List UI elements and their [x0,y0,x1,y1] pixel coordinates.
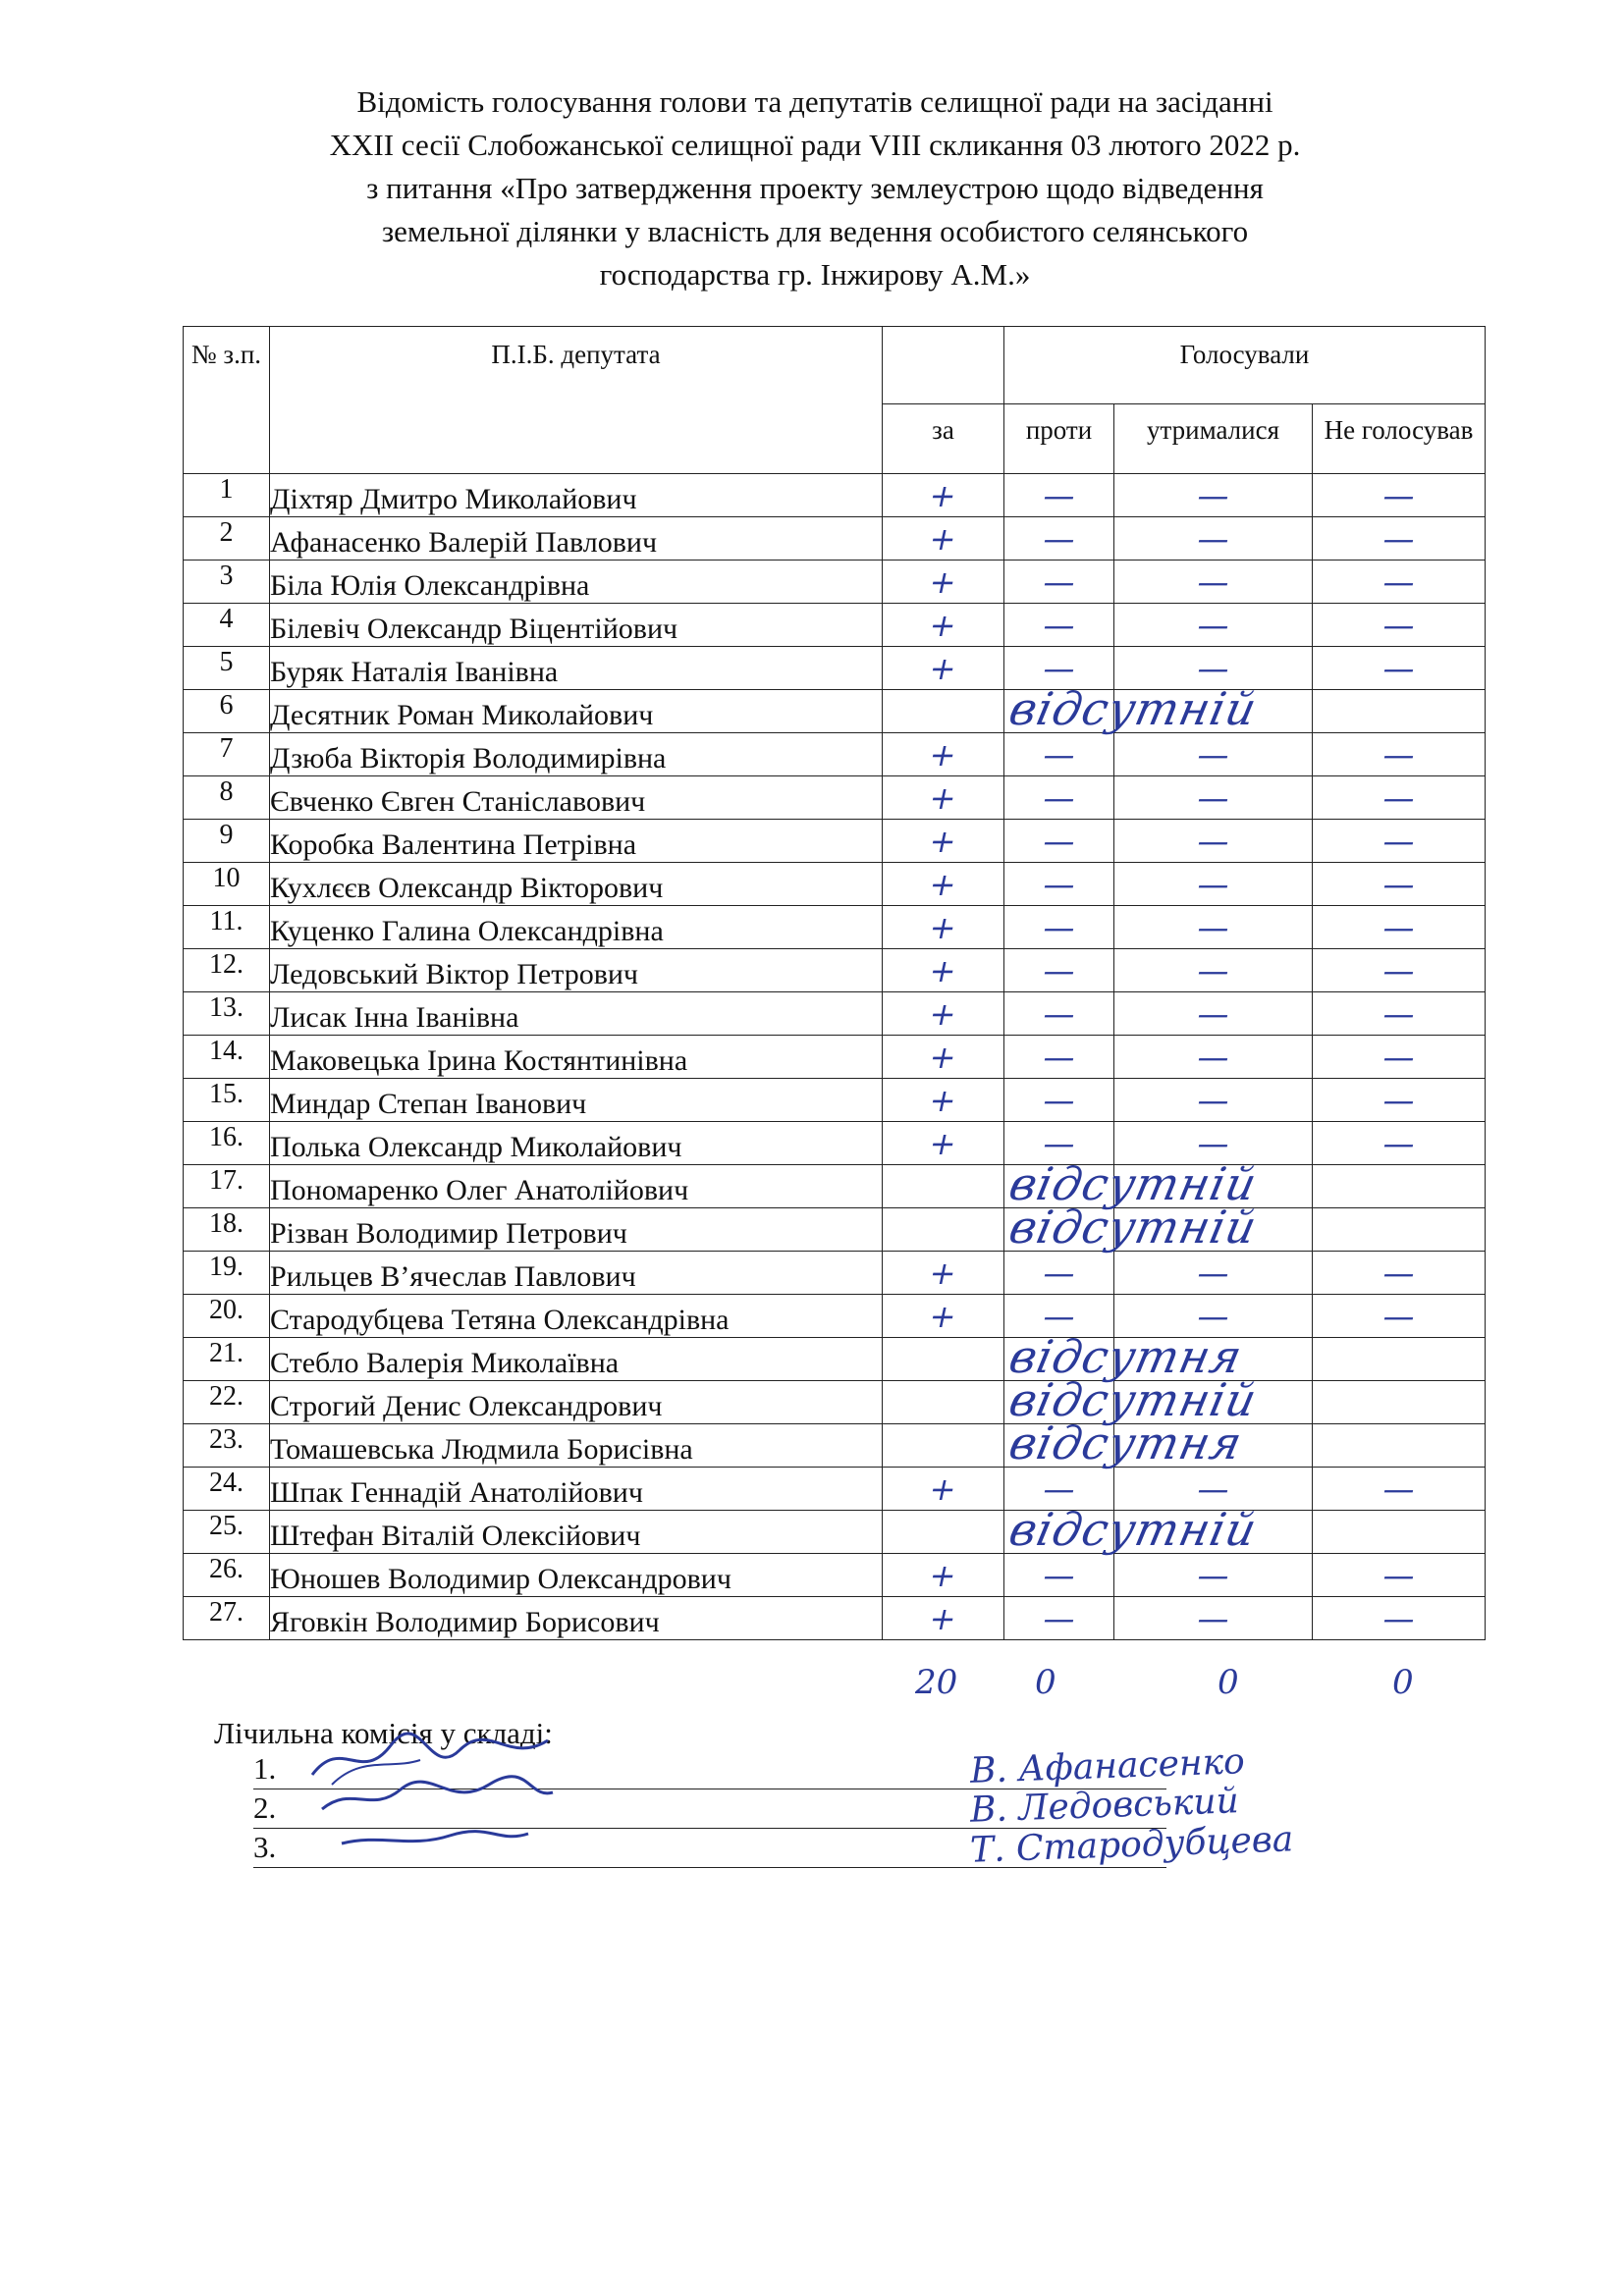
vote-utrym [1114,1511,1313,1554]
table-row [184,604,1486,647]
member-name: В. Афанасенко [969,1741,1246,1791]
vote-mark: — [1379,908,1419,946]
table-row [184,561,1486,604]
deputy-name: Білевіч Олександр Віцентійович [270,604,883,647]
vote-proty [1004,1036,1114,1079]
vote-za [883,474,1004,517]
vote-mark: — [1379,1599,1419,1637]
table-row [184,1424,1486,1468]
row-number: 8 [184,776,270,820]
absent-note: відсутній [1004,1373,1263,1426]
deputy-name: Пономаренко Олег Анатолійович [270,1165,883,1208]
vote-za [883,820,1004,863]
vote-za [883,1424,1004,1468]
total-ne: 0 [1392,1663,1414,1702]
vote-utrym [1114,1252,1313,1295]
table-row [184,1511,1486,1554]
vote-za [883,1122,1004,1165]
vote-mark: — [1379,1254,1419,1292]
deputy-name: Афанасенко Валерій Павлович [270,517,883,561]
vote-za [883,690,1004,733]
totals-row [0,1663,1624,1712]
row-number: 10 [184,863,270,906]
row-number: 25. [184,1511,270,1554]
deputy-name: Яговкін Володимир Борисович [270,1597,883,1640]
vote-mark: — [1379,1297,1419,1335]
vote-ne [1313,474,1486,517]
vote-ne [1313,1208,1486,1252]
table-row [184,1122,1486,1165]
member-number: 3. [253,1830,277,1864]
absent-note: відсутня [1004,1330,1248,1383]
vote-ne [1313,1597,1486,1640]
vote-mark: + [926,1124,960,1162]
vote-mark: — [1193,1599,1233,1637]
deputy-name: Лисак Інна Іванівна [270,992,883,1036]
vote-mark: — [1193,476,1233,514]
row-number: 23. [184,1424,270,1468]
vote-mark: — [1039,908,1079,946]
vote-mark: — [1193,908,1233,946]
total-utrym: 0 [1218,1663,1239,1702]
vote-mark: + [926,649,960,687]
vote-utrym [1114,820,1313,863]
row-number: 22. [184,1381,270,1424]
row-number: 21. [184,1338,270,1381]
vote-ne [1313,1295,1486,1338]
row-number: 7 [184,733,270,776]
header-name: П.І.Б. депутата [270,327,883,474]
row-number: 4 [184,604,270,647]
row-number: 26. [184,1554,270,1597]
deputy-name: Різван Володимир Петрович [270,1208,883,1252]
vote-za [883,863,1004,906]
vote-utrym [1114,863,1313,906]
vote-mark: + [926,822,960,860]
vote-mark: — [1193,1297,1233,1335]
vote-ne [1313,647,1486,690]
table-row [184,1036,1486,1079]
vote-za [883,1208,1004,1252]
vote-mark: — [1193,1081,1233,1119]
vote-proty [1004,1252,1114,1295]
table-row [184,647,1486,690]
vote-ne [1313,1424,1486,1468]
vote-ne [1313,1252,1486,1295]
vote-mark: — [1039,735,1079,774]
vote-mark: — [1193,865,1233,903]
vote-utrym [1114,690,1313,733]
vote-mark: — [1039,865,1079,903]
vote-ne [1313,1511,1486,1554]
absent-note: відсутня [1004,1416,1248,1469]
vote-mark: — [1039,1469,1079,1508]
deputy-name: Томашевська Людмила Борисівна [270,1424,883,1468]
vote-mark: — [1193,519,1233,558]
vote-mark: — [1379,476,1419,514]
table-row [184,474,1486,517]
vote-za [883,1295,1004,1338]
vote-utrym [1114,906,1313,949]
vote-mark: — [1193,735,1233,774]
vote-za [883,1252,1004,1295]
row-number: 16. [184,1122,270,1165]
row-number: 12. [184,949,270,992]
table-row [184,992,1486,1036]
vote-za [883,1511,1004,1554]
deputy-name: Євченко Євген Станіславович [270,776,883,820]
header-voted: Голосували [1004,327,1486,404]
vote-mark: + [926,562,960,601]
row-number: 17. [184,1165,270,1208]
header-utrym: утрималися [1114,404,1313,474]
vote-mark: — [1039,519,1079,558]
vote-mark: — [1379,1469,1419,1508]
vote-ne [1313,561,1486,604]
vote-mark: + [926,951,960,989]
vote-utrym [1114,474,1313,517]
vote-mark: — [1039,562,1079,601]
vote-proty [1004,517,1114,561]
vote-proty [1004,776,1114,820]
vote-utrym [1114,517,1313,561]
deputy-name: Стародубцева Тетяна Олександрівна [270,1295,883,1338]
vote-mark: — [1193,951,1233,989]
table-row [184,1597,1486,1640]
row-number: 18. [184,1208,270,1252]
vote-ne [1313,1079,1486,1122]
vote-proty [1004,1503,1263,1556]
table-row [184,517,1486,561]
vote-utrym [1114,561,1313,604]
deputy-name: Строгий Денис Олександрович [270,1381,883,1424]
vote-mark: — [1039,649,1079,687]
vote-proty [1004,733,1114,776]
vote-mark: — [1039,1297,1079,1335]
vote-proty [1004,820,1114,863]
vote-mark: — [1039,822,1079,860]
vote-utrym [1114,1554,1313,1597]
vote-za [883,561,1004,604]
deputy-name: Коробка Валентина Петрівна [270,820,883,863]
row-number: 24. [184,1468,270,1511]
deputy-name: Рильцев В’ячеслав Павлович [270,1252,883,1295]
table-row [184,1079,1486,1122]
absent-note: відсутній [1004,1157,1263,1210]
vote-proty [1004,863,1114,906]
row-number: 5 [184,647,270,690]
table-row [184,1554,1486,1597]
table-row [184,1252,1486,1295]
table-row [184,1338,1486,1381]
vote-proty [1004,992,1114,1036]
vote-ne [1313,1554,1486,1597]
vote-mark: — [1039,778,1079,817]
vote-za [883,776,1004,820]
vote-mark: — [1379,1081,1419,1119]
vote-mark: — [1193,1469,1233,1508]
commission-label: Лічильна комісія у складі: [214,1716,553,1750]
vote-mark: — [1193,1038,1233,1076]
deputy-name: Шпак Геннадій Анатолійович [270,1468,883,1511]
vote-ne [1313,949,1486,992]
vote-mark: + [926,476,960,514]
vote-ne [1313,1122,1486,1165]
vote-za [883,1079,1004,1122]
vote-utrym [1114,1079,1313,1122]
deputy-name: Полька Олександр Миколайович [270,1122,883,1165]
vote-mark: + [926,1556,960,1594]
vote-za [883,1554,1004,1597]
vote-mark: — [1379,1556,1419,1594]
vote-mark: + [926,865,960,903]
vote-za [883,1036,1004,1079]
vote-mark: — [1193,1556,1233,1594]
row-number: 15. [184,1079,270,1122]
title-line-3: з питання «Про затвердження проекту землеустрою щодо відведення [366,171,1264,205]
vote-utrym [1114,1208,1313,1252]
row-number: 13. [184,992,270,1036]
deputy-name: Буряк Наталія Іванівна [270,647,883,690]
vote-ne [1313,1381,1486,1424]
vote-za [883,1381,1004,1424]
member-name: Т. Стародубцева [969,1819,1294,1871]
vote-mark: — [1379,519,1419,558]
vote-za [883,949,1004,992]
vote-mark: — [1379,822,1419,860]
vote-mark: — [1039,951,1079,989]
vote-proty [1004,949,1114,992]
vote-mark: — [1193,649,1233,687]
deputy-name: Кухлєєв Олександр Вікторович [270,863,883,906]
vote-mark: — [1039,1556,1079,1594]
vote-ne [1313,1338,1486,1381]
vote-ne [1313,1165,1486,1208]
deputy-name: Стебло Валерія Миколаївна [270,1338,883,1381]
row-number: 3 [184,561,270,604]
table-row [184,1208,1486,1252]
vote-proty [1004,1416,1248,1469]
vote-utrym [1114,1424,1313,1468]
voting-table [183,326,1486,1640]
vote-mark: — [1039,1038,1079,1076]
vote-proty [1004,474,1114,517]
vote-ne [1313,517,1486,561]
header-number: № з.п. [184,327,270,474]
vote-mark: — [1039,1081,1079,1119]
row-number: 14. [184,1036,270,1079]
vote-za [883,1597,1004,1640]
vote-mark: — [1379,951,1419,989]
vote-mark: + [926,1297,960,1335]
vote-mark: — [1193,778,1233,817]
vote-mark: + [926,778,960,817]
header-proty: проти [1004,404,1114,474]
row-number: 9 [184,820,270,863]
vote-mark: — [1379,562,1419,601]
member-number: 1. [253,1751,277,1786]
title-line-2: XXII сесії Слобожанської селищної ради VIII скликання 03 лютого 2022 р. [329,128,1301,162]
deputy-name: Штефан Віталій Олексійович [270,1511,883,1554]
absent-note: відсутній [1004,1201,1263,1254]
vote-za [883,733,1004,776]
vote-mark: — [1039,994,1079,1033]
row-number: 11. [184,906,270,949]
deputy-name: Миндар Степан Іванович [270,1079,883,1122]
vote-mark: + [926,1469,960,1508]
table-row [184,1165,1486,1208]
deputy-name: Десятник Роман Миколайович [270,690,883,733]
vote-utrym [1114,949,1313,992]
table-row [184,776,1486,820]
title-line-1: Відомість голосування голови та депутатів селищної ради на засіданні [356,84,1273,119]
table-row [184,863,1486,906]
vote-ne [1313,604,1486,647]
vote-ne [1313,690,1486,733]
vote-mark: + [926,606,960,644]
vote-proty [1004,1554,1114,1597]
header-ne: Не голосував [1313,404,1486,474]
vote-mark: — [1379,1124,1419,1162]
absent-note: відсутній [1004,682,1263,735]
vote-ne [1313,1036,1486,1079]
deputy-name: Ледовський Віктор Петрович [270,949,883,992]
deputy-name: Дзюба Вікторія Володимирівна [270,733,883,776]
vote-ne [1313,906,1486,949]
vote-utrym [1114,604,1313,647]
vote-za [883,1165,1004,1208]
table-row [184,733,1486,776]
table-row [184,906,1486,949]
header-za: за [883,404,1004,474]
vote-mark: + [926,908,960,946]
vote-mark: — [1039,1124,1079,1162]
table-row [184,690,1486,733]
vote-ne [1313,1468,1486,1511]
vote-za [883,647,1004,690]
vote-mark: + [926,1038,960,1076]
vote-mark: — [1039,1599,1079,1637]
vote-ne [1313,863,1486,906]
row-number: 6 [184,690,270,733]
member-name: В. Ледовський [969,1781,1240,1831]
vote-mark: — [1039,606,1079,644]
vote-utrym [1114,776,1313,820]
vote-mark: + [926,519,960,558]
vote-za [883,1468,1004,1511]
row-number: 20. [184,1295,270,1338]
total-za: 20 [915,1663,958,1702]
row-number: 27. [184,1597,270,1640]
table-row [184,1295,1486,1338]
vote-proty [1004,1079,1114,1122]
vote-proty [1004,906,1114,949]
table-row [184,820,1486,863]
row-number: 1 [184,474,270,517]
vote-mark: — [1193,994,1233,1033]
vote-utrym [1114,1036,1313,1079]
vote-ne [1313,820,1486,863]
vote-za [883,906,1004,949]
vote-mark: — [1379,1038,1419,1076]
vote-mark: — [1193,606,1233,644]
vote-mark: + [926,1599,960,1637]
table-row [184,1381,1486,1424]
vote-mark: — [1379,606,1419,644]
vote-proty [1004,682,1263,735]
vote-mark: — [1379,778,1419,817]
vote-za [883,604,1004,647]
vote-mark: — [1379,994,1419,1033]
vote-mark: + [926,1254,960,1292]
vote-proty [1004,604,1114,647]
row-number: 2 [184,517,270,561]
vote-utrym [1114,733,1313,776]
vote-proty [1004,1201,1263,1254]
vote-za [883,992,1004,1036]
vote-mark: + [926,1081,960,1119]
commission-member-3 [253,1819,1294,1871]
vote-mark: — [1379,865,1419,903]
vote-mark: — [1039,1254,1079,1292]
vote-mark: — [1379,649,1419,687]
vote-mark: — [1039,476,1079,514]
deputy-name: Діхтяр Дмитро Миколайович [270,474,883,517]
deputy-name: Куценко Галина Олександрівна [270,906,883,949]
vote-mark: — [1193,1254,1233,1292]
vote-mark: — [1193,1124,1233,1162]
table-row [184,1468,1486,1511]
header-empty [883,327,1004,404]
vote-utrym [1114,992,1313,1036]
total-proty: 0 [1035,1663,1056,1702]
member-number: 2. [253,1790,277,1825]
vote-mark: — [1193,562,1233,601]
vote-mark: — [1193,822,1233,860]
deputy-name: Маковецька Ірина Костянтинівна [270,1036,883,1079]
title-line-4: земельної ділянки у власність для ведення особистого селянського [381,214,1249,248]
signature-icon [302,1804,558,1873]
vote-proty [1004,561,1114,604]
vote-ne [1313,992,1486,1036]
vote-za [883,517,1004,561]
vote-utrym [1114,1597,1313,1640]
row-number: 19. [184,1252,270,1295]
vote-ne [1313,733,1486,776]
vote-proty [1004,1597,1114,1640]
document-title [177,80,1453,296]
deputy-name: Юношев Володимир Олександрович [270,1554,883,1597]
deputy-name: Біла Юлія Олександрівна [270,561,883,604]
vote-za [883,1338,1004,1381]
vote-ne [1313,776,1486,820]
vote-mark: + [926,735,960,774]
table-row [184,949,1486,992]
vote-mark: + [926,994,960,1033]
vote-mark: — [1379,735,1419,774]
absent-note: відсутній [1004,1503,1263,1556]
title-line-5: господарства гр. Інжирову А.М.» [599,257,1031,292]
